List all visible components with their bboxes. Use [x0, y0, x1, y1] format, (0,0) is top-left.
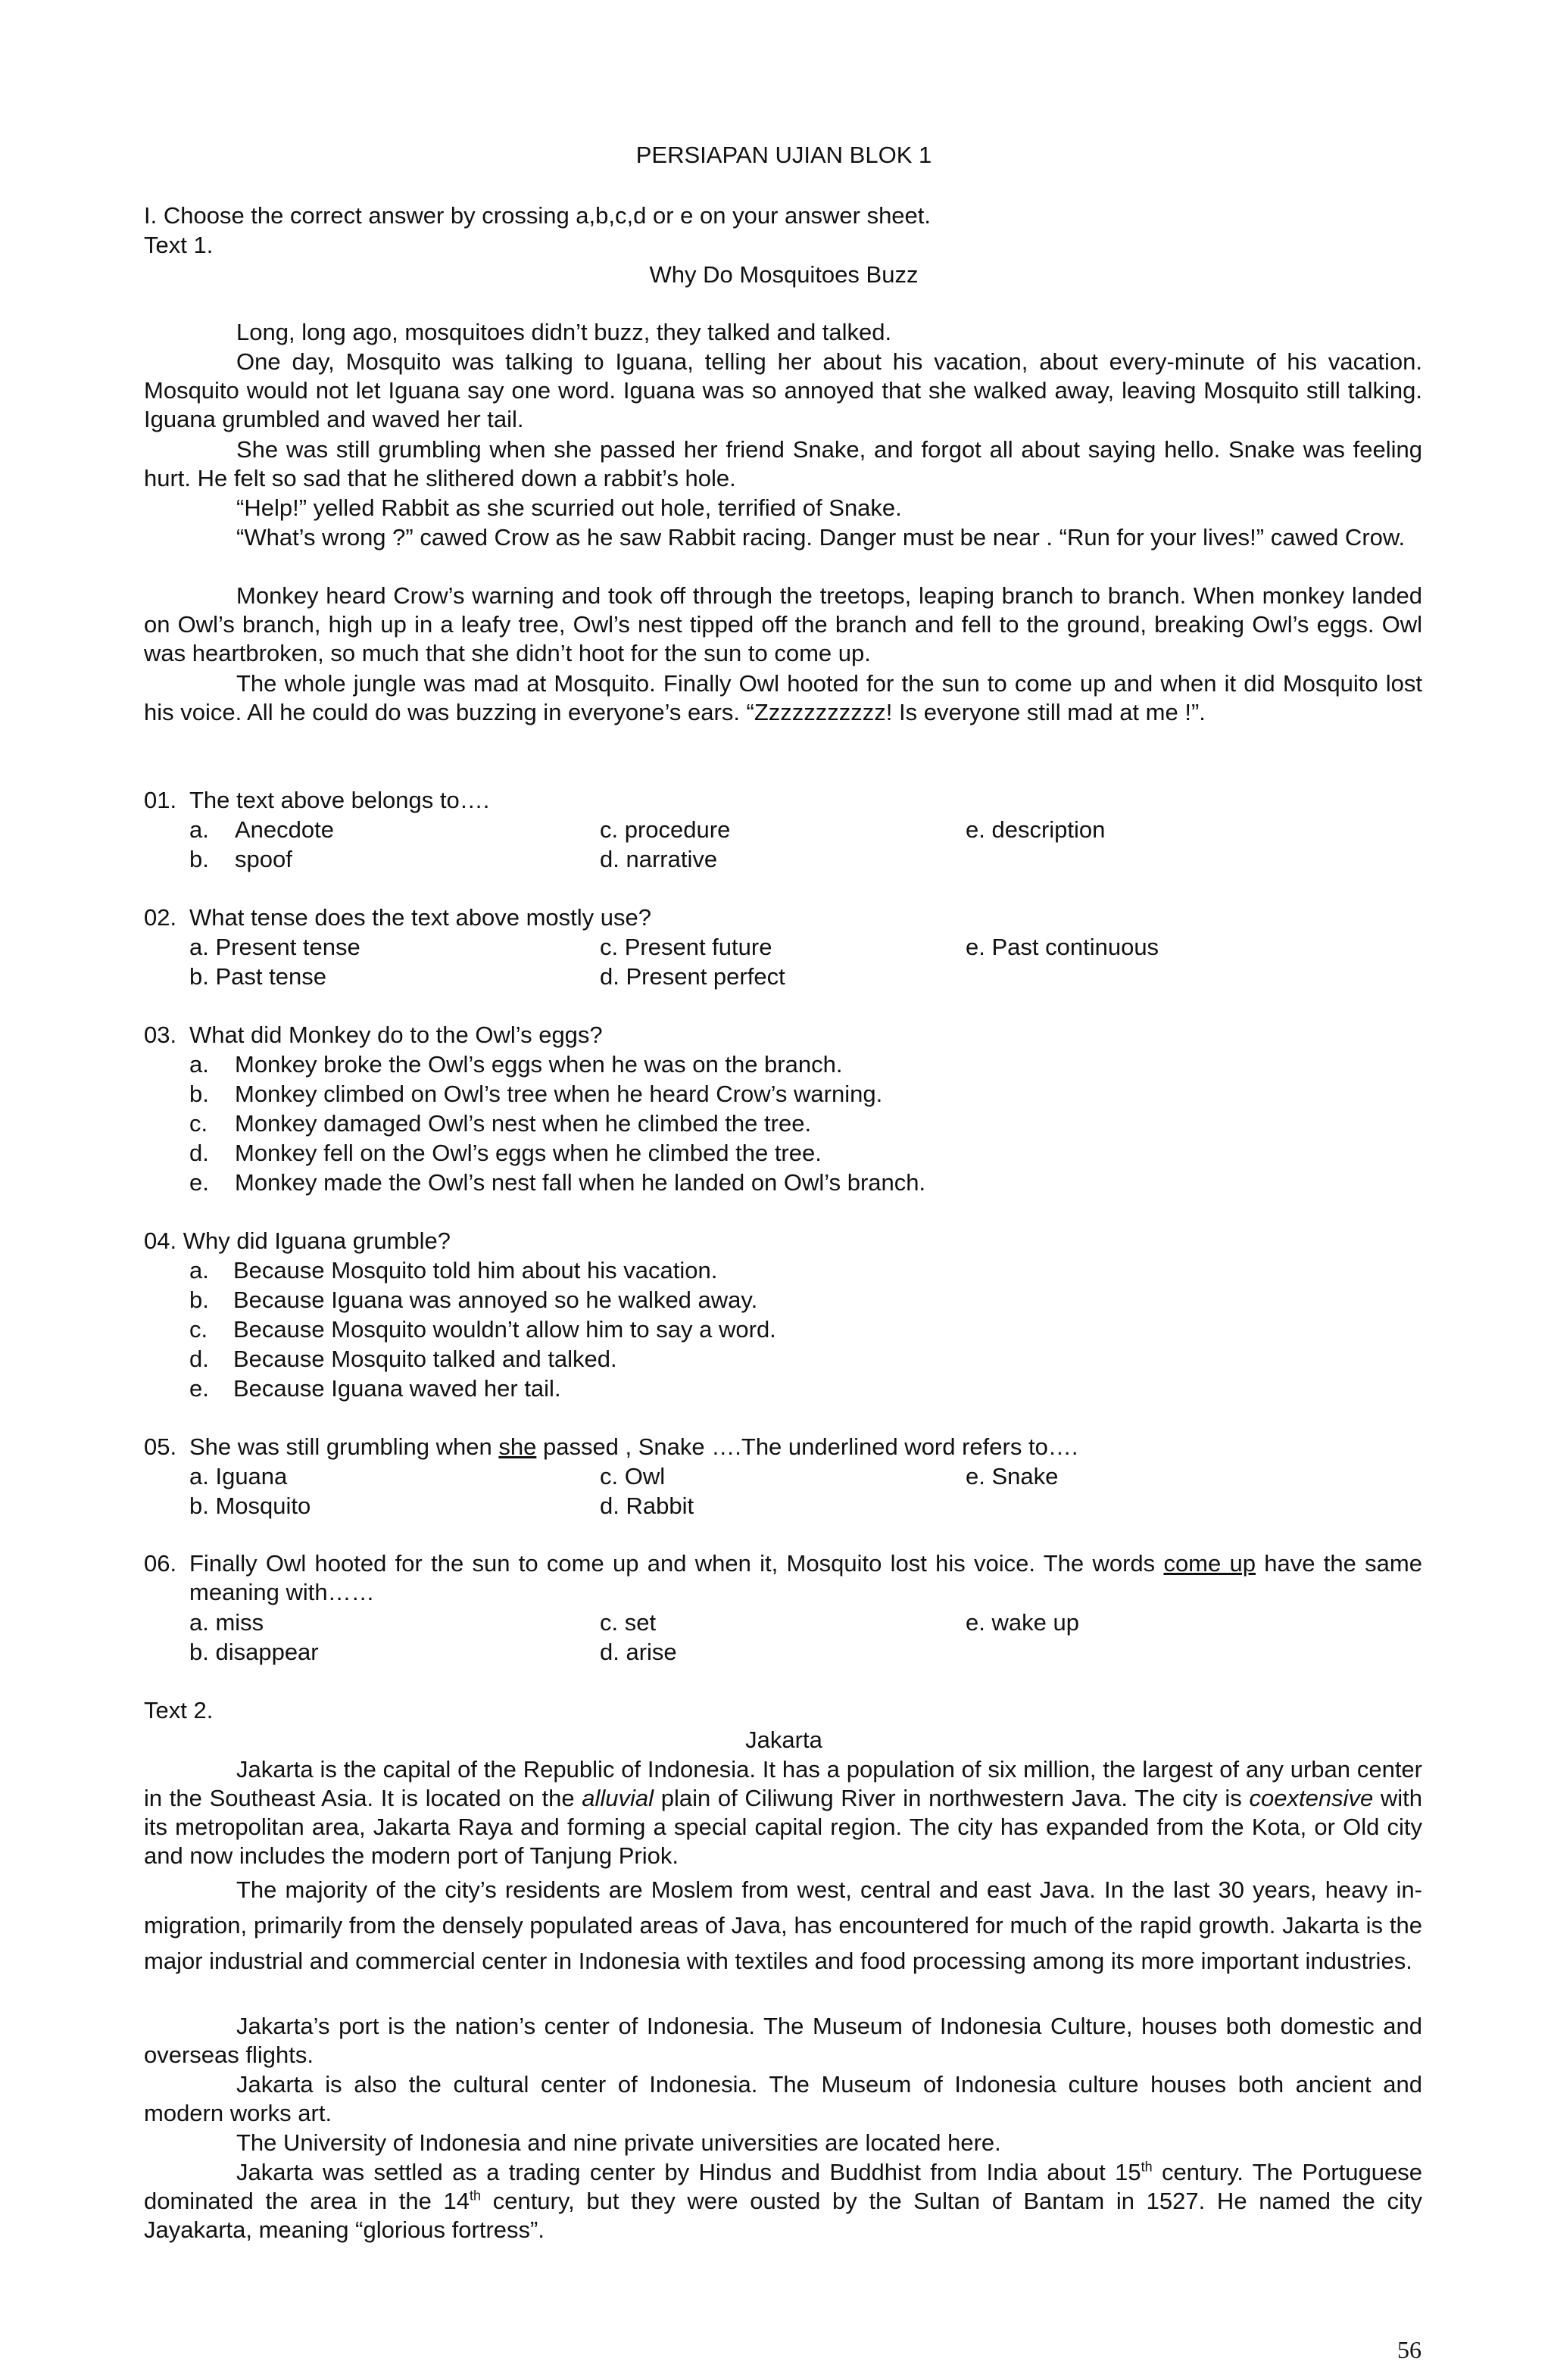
q1-option-a: Anecdote: [235, 816, 334, 843]
text2-paragraph-5: The University of Indonesia and nine private universities are located here.: [236, 2129, 1001, 2156]
text1-title: Why Do Mosquitoes Buzz: [649, 261, 919, 288]
underlined-word: she: [498, 1433, 537, 1460]
text2-paragraph-2: The majority of the city’s residents are Moslem from west, central and east Java. In the last 30 years, heavy in-migration, primarily from the densely populated areas of Java, has encountered for much of the rapid growth. Jakarta is the major industrial and commercial center in Indonesia with textiles and food processing among its more important industries.: [144, 1876, 1422, 1974]
option-letter: b.: [189, 846, 209, 872]
q6-option-b: b. disappear: [189, 1639, 319, 1665]
q4-option-c: Because Mosquito wouldn’t allow him to say a word.: [233, 1316, 776, 1343]
question-6-text: Finally Owl hooted for the sun to come up and when it, Mosquito lost his voice. The words come up have the same meaning with……: [189, 1550, 1422, 1605]
question-number: 05.: [144, 1433, 177, 1460]
q4-option-a: Because Mosquito told him about his vacation.: [233, 1257, 718, 1284]
option-letter: d.: [189, 1140, 209, 1166]
q5-option-a: a. Iguana: [189, 1463, 288, 1489]
text1-paragraph-7: The whole jungle was mad at Mosquito. Finally Owl hooted for the sun to come up and when it did Mosquito lost his voice. All he could do was buzzing in everyone’s ears. “Zzzzzzzzzzz! Is everyone still mad at me !”.: [144, 670, 1422, 725]
page-number: 56: [1397, 2336, 1421, 2363]
q1-option-b: spoof: [235, 846, 292, 872]
q6-option-e: e. wake up: [966, 1609, 1079, 1636]
q5-option-b: b. Mosquito: [189, 1493, 311, 1519]
option-letter: b.: [189, 1287, 209, 1313]
q5-option-d: d. Rabbit: [600, 1493, 694, 1519]
page-title: PERSIAPAN UJIAN BLOK 1: [635, 142, 932, 168]
q5-option-e: e. Snake: [966, 1463, 1059, 1489]
option-letter: e.: [189, 1375, 209, 1402]
q1-option-d: d. narrative: [600, 846, 718, 872]
text2-paragraph-4: Jakarta is also the cultural center of Indonesia. The Museum of Indonesia culture houses both ancient and modern works art.: [144, 2071, 1422, 2126]
q2-option-a: a. Present tense: [189, 934, 360, 960]
option-letter: b.: [189, 1081, 209, 1107]
option-letter: e.: [189, 1169, 209, 1196]
q2-option-e: e. Past continuous: [966, 934, 1159, 960]
q4-option-e: Because Iguana waved her tail.: [233, 1375, 561, 1402]
q6-option-c: c. set: [600, 1609, 657, 1636]
text1-paragraph-3: She was still grumbling when she passed her friend Snake, and forgot all about saying hello. Snake was feeling hurt. He felt so sad that he slithered down a rabbit’s hole.: [144, 436, 1422, 491]
q3-option-b: Monkey climbed on Owl’s tree when he heard Crow’s warning.: [235, 1081, 883, 1107]
option-letter: a.: [189, 816, 209, 843]
text1-paragraph-1: Long, long ago, mosquitoes didn’t buzz, they talked and talked.: [236, 319, 892, 345]
text2-label: Text 2.: [144, 1697, 214, 1723]
q3-option-a: Monkey broke the Owl’s eggs when he was on the branch.: [235, 1051, 843, 1078]
question-2-text: What tense does the text above mostly use?: [189, 904, 652, 931]
instruction: I. Choose the correct answer by crossing a,b,c,d or e on your answer sheet.: [144, 202, 932, 229]
text2-paragraph-3: Jakarta’s port is the nation’s center of Indonesia. The Museum of Indonesia Culture, houses both domestic and overseas flights.: [144, 2013, 1422, 2068]
q2-option-b: b. Past tense: [189, 963, 326, 990]
question-1-text: The text above belongs to….: [189, 787, 490, 813]
underlined-word: come up: [1163, 1550, 1256, 1577]
q3-option-e: Monkey made the Owl’s nest fall when he landed on Owl’s branch.: [235, 1169, 926, 1196]
question-number: 02.: [144, 904, 177, 931]
question-number: 06.: [144, 1550, 177, 1577]
q1-option-e: e. description: [966, 816, 1106, 843]
question-3-text: What did Monkey do to the Owl’s eggs?: [189, 1022, 603, 1048]
q6-option-d: d. arise: [600, 1639, 677, 1665]
q6-option-a: a. miss: [189, 1609, 264, 1636]
text1-paragraph-6: Monkey heard Crow’s warning and took off through the treetops, leaping branch to branch. When monkey landed on Owl’s branch, high up in a leafy tree, Owl’s nest tipped off the branch and fell to the ground, breaking Owl’s eggs. Owl was heartbroken, so much that she didn’t hoot for the sun to come up.: [144, 582, 1422, 666]
question-5-text: She was still grumbling when she passed , Snake ….The underlined word refers to….: [189, 1433, 1078, 1460]
q4-option-b: Because Iguana was annoyed so he walked away.: [233, 1287, 758, 1313]
text1-label: Text 1.: [144, 232, 214, 258]
question-number: 01.: [144, 787, 177, 813]
text2-paragraph-1: Jakarta is the capital of the Republic of Indonesia. It has a population of six million, the largest of any urban center in the Southeast Asia. It is located on the alluvial plain of Ciliwung River in northwestern Java. The city is coextensive with its metropolitan area, Jakarta Raya and forming a special capital region. The city has expanded from the Kota, or Old city and now includes the modern port of Tanjung Priok.: [144, 1756, 1423, 1869]
text1-paragraph-2: One day, Mosquito was talking to Iguana, telling her about his vacation, about every-minute of his vacation. Mosquito would not let Iguana say one word. Iguana was so annoyed that she walked away, leaving Mosquito still talking. Iguana grumbled and waved her tail.: [144, 348, 1422, 432]
q3-option-c: Monkey damaged Owl’s nest when he climbed the tree.: [235, 1110, 812, 1137]
text1-paragraph-4: “Help!” yelled Rabbit as she scurried out hole, terrified of Snake.: [236, 494, 902, 521]
text1-paragraph-5: “What’s wrong ?” cawed Crow as he saw Rabbit racing. Danger must be near . “Run for your lives!” cawed Crow.: [236, 524, 1406, 551]
option-letter: c.: [189, 1316, 208, 1343]
question-number: 03.: [144, 1022, 177, 1048]
option-letter: c.: [189, 1110, 208, 1137]
q2-option-d: d. Present perfect: [600, 963, 785, 990]
option-letter: a.: [189, 1257, 209, 1284]
q3-option-d: Monkey fell on the Owl’s eggs when he climbed the tree.: [235, 1140, 822, 1166]
q5-option-c: c. Owl: [600, 1463, 666, 1489]
text2-title: Jakarta: [745, 1727, 822, 1753]
option-letter: d.: [189, 1346, 209, 1372]
option-letter: a.: [189, 1051, 209, 1078]
q4-option-d: Because Mosquito talked and talked.: [233, 1346, 617, 1372]
question-4-text: 04. Why did Iguana grumble?: [144, 1227, 451, 1254]
q2-option-c: c. Present future: [600, 934, 772, 960]
q1-option-c: c. procedure: [600, 816, 731, 843]
text2-paragraph-6: Jakarta was settled as a trading center by Hindus and Buddhist from India about 15th century. The Portuguese dominated the area in the 14th century, but they were ousted by the Sultan of Bantam in 1527. He named the city Jayakarta, meaning “glorious fortress”.: [144, 2159, 1422, 2243]
